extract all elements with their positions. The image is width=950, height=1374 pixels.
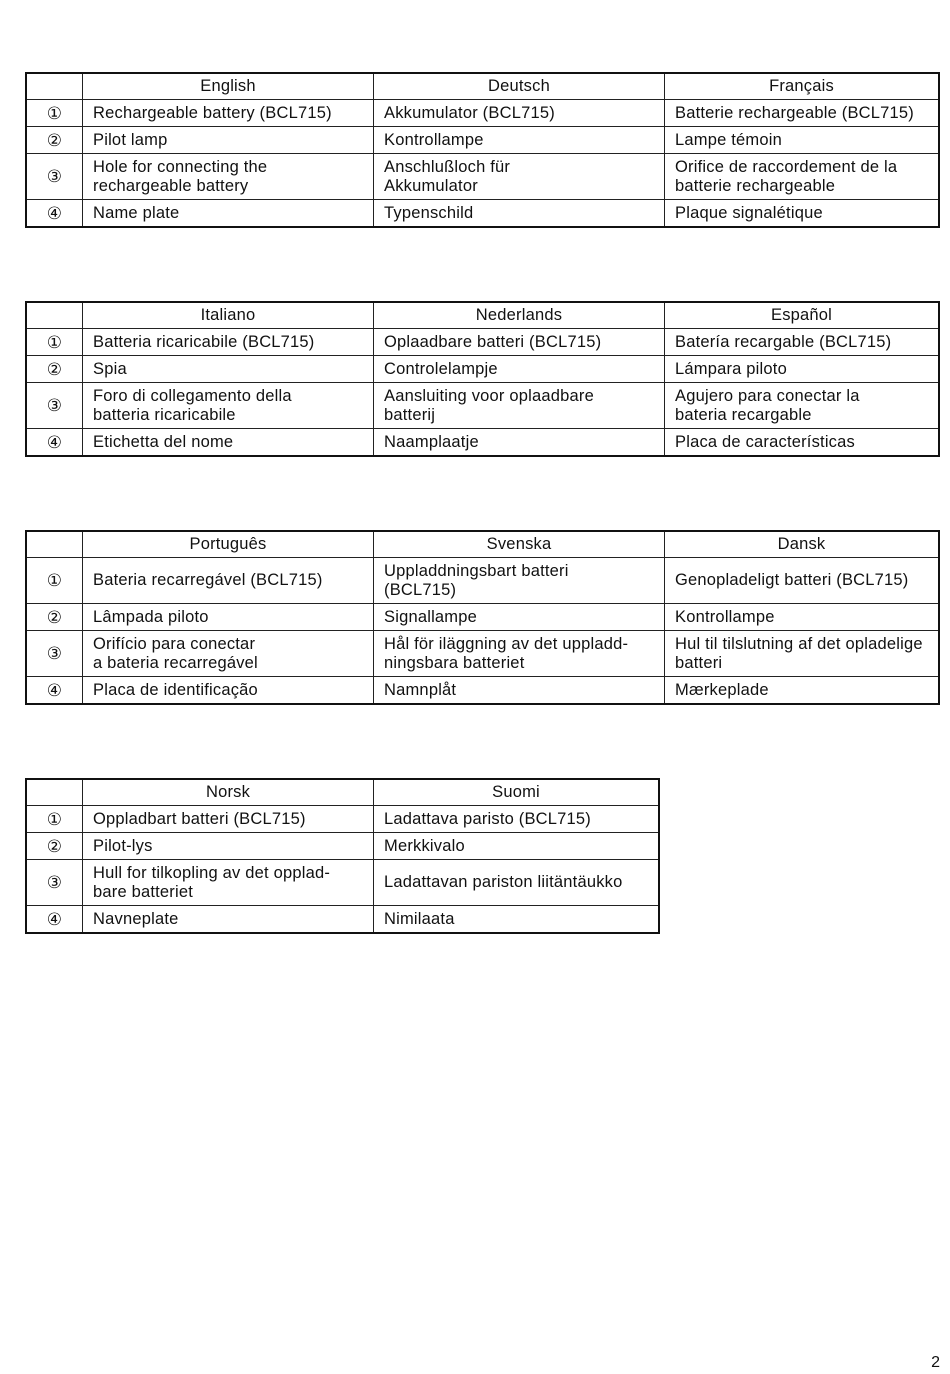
item-number: ① <box>26 806 83 833</box>
item-number: ③ <box>26 631 83 677</box>
item-number: ④ <box>26 906 83 934</box>
table-cell: Pilot-lys <box>83 833 374 860</box>
table-row <box>26 200 939 228</box>
table-header-row <box>26 779 659 806</box>
table-cell: Nimilaata <box>374 906 660 934</box>
item-number: ① <box>26 558 83 604</box>
table-row <box>26 906 659 934</box>
table-row <box>26 329 939 356</box>
table-cell: Agujero para conectar la bateria recargable <box>665 383 940 429</box>
table-cell: Hål för iläggning av det uppladd- ningsbara batteriet <box>374 631 665 677</box>
table-cell: Batteria ricaricabile (BCL715) <box>83 329 374 356</box>
table-cell: Namnplåt <box>374 677 665 705</box>
item-number: ② <box>26 604 83 631</box>
table-cell: Anschlußloch für Akkumulator <box>374 154 665 200</box>
table-cell: Kontrollampe <box>665 604 940 631</box>
item-number: ③ <box>26 860 83 906</box>
parts-table-3 <box>25 530 940 705</box>
table-row <box>26 677 939 705</box>
table-cell: Merkkivalo <box>374 833 660 860</box>
table-cell: Typenschild <box>374 200 665 228</box>
header-corner-cell <box>26 302 83 329</box>
table-row <box>26 604 939 631</box>
table-cell: Foro di collegamento della batteria ricaricabile <box>83 383 374 429</box>
page-number: 2 <box>931 1354 940 1371</box>
table-cell: Hul til tilslutning af det opladelige batteri <box>665 631 940 677</box>
table-cell: Bateria recarregável (BCL715) <box>83 558 374 604</box>
item-number: ② <box>26 833 83 860</box>
table-row <box>26 154 939 200</box>
language-header: English <box>83 73 374 100</box>
table-cell: Placa de identificação <box>83 677 374 705</box>
table-row <box>26 860 659 906</box>
table-row <box>26 356 939 383</box>
table-row <box>26 806 659 833</box>
item-number: ④ <box>26 429 83 457</box>
table-cell: Name plate <box>83 200 374 228</box>
language-header: Français <box>665 73 940 100</box>
table-cell: Uppladdningsbart batteri (BCL715) <box>374 558 665 604</box>
table-cell: Mærkeplade <box>665 677 940 705</box>
table-cell: Oppladbart batteri (BCL715) <box>83 806 374 833</box>
table-header-row <box>26 73 939 100</box>
table-cell: Etichetta del nome <box>83 429 374 457</box>
item-number: ④ <box>26 200 83 228</box>
table-cell: Navneplate <box>83 906 374 934</box>
header-corner-cell <box>26 779 83 806</box>
table-cell: Batería recargable (BCL715) <box>665 329 940 356</box>
language-header: Nederlands <box>374 302 665 329</box>
table-cell: Lampe témoin <box>665 127 940 154</box>
table-cell: Oplaadbare batteri (BCL715) <box>374 329 665 356</box>
table-cell: Kontrollampe <box>374 127 665 154</box>
table-cell: Batterie rechargeable (BCL715) <box>665 100 940 127</box>
table-cell: Controlelampje <box>374 356 665 383</box>
table-cell: Hull for tilkopling av det opplad- bare batteriet <box>83 860 374 906</box>
table-row <box>26 383 939 429</box>
header-corner-cell <box>26 531 83 558</box>
item-number: ① <box>26 329 83 356</box>
item-number: ③ <box>26 154 83 200</box>
table-header-row <box>26 302 939 329</box>
table-cell: Rechargeable battery (BCL715) <box>83 100 374 127</box>
item-number: ① <box>26 100 83 127</box>
table-row <box>26 429 939 457</box>
item-number: ④ <box>26 677 83 705</box>
table-cell: Spia <box>83 356 374 383</box>
table-row <box>26 100 939 127</box>
header-corner-cell <box>26 73 83 100</box>
table-cell: Naamplaatje <box>374 429 665 457</box>
table-cell: Ladattavan pariston liitäntäukko <box>374 860 660 906</box>
language-header: Deutsch <box>374 73 665 100</box>
table-cell: Aansluiting voor oplaadbare batterij <box>374 383 665 429</box>
table-cell: Lâmpada piloto <box>83 604 374 631</box>
table-cell: Orifice de raccordement de la batterie rechargeable <box>665 154 940 200</box>
table-cell: Ladattava paristo (BCL715) <box>374 806 660 833</box>
language-header: Dansk <box>665 531 940 558</box>
language-header: Norsk <box>83 779 374 806</box>
table-cell: Hole for connecting the rechargeable battery <box>83 154 374 200</box>
table-cell: Pilot lamp <box>83 127 374 154</box>
table-cell: Signallampe <box>374 604 665 631</box>
language-header: Português <box>83 531 374 558</box>
table-cell: Genopladeligt batteri (BCL715) <box>665 558 940 604</box>
table-cell: Lámpara piloto <box>665 356 940 383</box>
parts-table-2 <box>25 301 940 457</box>
item-number: ② <box>26 127 83 154</box>
language-header: Suomi <box>374 779 660 806</box>
language-header: Svenska <box>374 531 665 558</box>
parts-table-4 <box>25 778 660 934</box>
language-header: Español <box>665 302 940 329</box>
language-header: Italiano <box>83 302 374 329</box>
parts-table-1 <box>25 72 940 228</box>
table-header-row <box>26 531 939 558</box>
table-cell: Akkumulator (BCL715) <box>374 100 665 127</box>
table-cell: Orifício para conectar a bateria recarregável <box>83 631 374 677</box>
item-number: ② <box>26 356 83 383</box>
item-number: ③ <box>26 383 83 429</box>
table-row <box>26 631 939 677</box>
table-row <box>26 833 659 860</box>
table-cell: Plaque signalétique <box>665 200 940 228</box>
table-row <box>26 558 939 604</box>
table-row <box>26 127 939 154</box>
table-cell: Placa de características <box>665 429 940 457</box>
